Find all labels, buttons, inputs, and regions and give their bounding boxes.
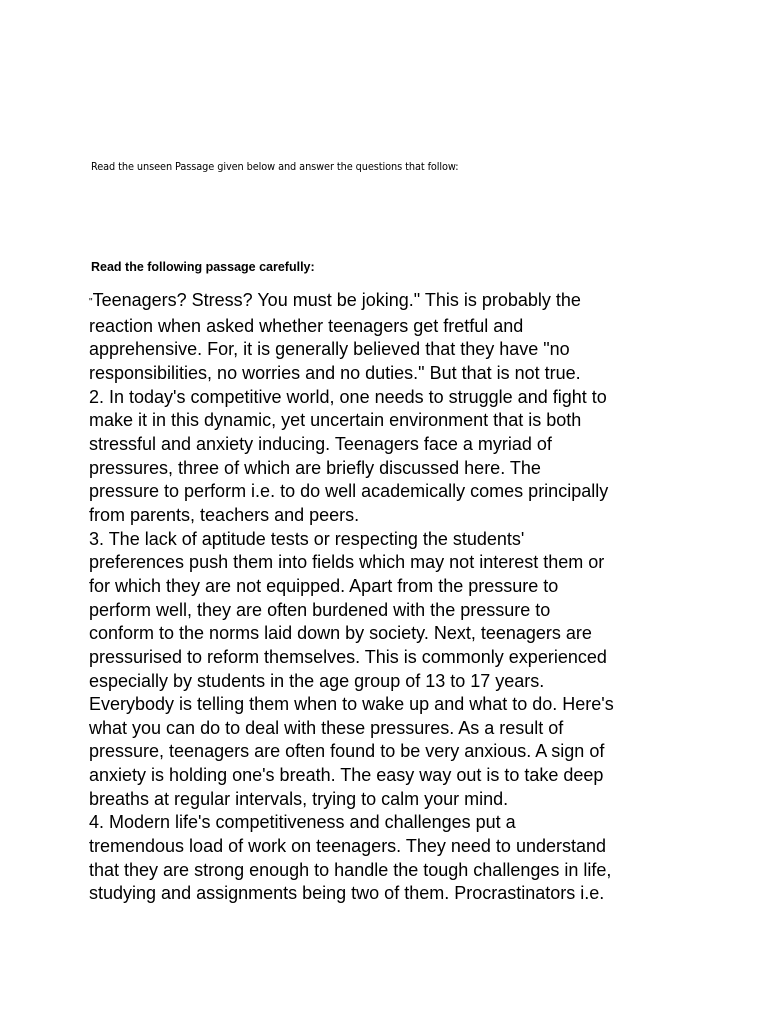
passage-line: that they are strong enough to handle the tough challenges in life, bbox=[89, 859, 612, 880]
passage-line: anxiety is holding one's breath. The easy way out is to take deep bbox=[89, 765, 604, 786]
passage-line: "Teenagers? Stress? You must be joking." This is probably the bbox=[89, 290, 581, 310]
instruction-text: Read the unseen Passage given below and answer the questions that follow: bbox=[91, 161, 459, 173]
passage-line: tremendous load of work on teenagers. They need to understand bbox=[89, 836, 607, 857]
passage-line: stressful and anxiety inducing. Teenagers face a myriad of bbox=[89, 433, 552, 454]
passage-line: breaths at regular intervals, trying to calm your mind. bbox=[89, 788, 509, 809]
passage-line: pressurised to reform themselves. This is commonly experienced bbox=[89, 646, 607, 667]
passage-line: pressures, three of which are briefly discussed here. The bbox=[89, 457, 541, 478]
passage-line: perform well, they are often burdened with the pressure to bbox=[89, 599, 551, 620]
opening-quote: " bbox=[89, 297, 93, 308]
passage-line: for which they are not equipped. Apart from the pressure to bbox=[89, 575, 559, 596]
passage-line: 3. The lack of aptitude tests or respecting the students' bbox=[89, 528, 525, 549]
passage-subheading: Read the following passage carefully: bbox=[91, 260, 315, 274]
passage-line: 2. In today's competitive world, one needs to struggle and fight to bbox=[89, 386, 607, 407]
passage-line: responsibilities, no worries and no duties." But that is not true. bbox=[89, 362, 581, 383]
passage-line: make it in this dynamic, yet uncertain environment that is both bbox=[89, 410, 582, 431]
passage-line: studying and assignments being two of them. Procrastinators i.e. bbox=[89, 883, 605, 904]
passage-body bbox=[89, 289, 679, 906]
passage-line: 4. Modern life's competitiveness and challenges put a bbox=[89, 812, 516, 833]
passage-line: Everybody is telling them when to wake up and what to do. Here's bbox=[89, 694, 614, 715]
passage-line: conform to the norms laid down by society. Next, teenagers are bbox=[89, 623, 592, 644]
passage-line: pressure, teenagers are often found to be very anxious. A sign of bbox=[89, 741, 605, 762]
passage-line: from parents, teachers and peers. bbox=[89, 504, 360, 525]
passage-line: especially by students in the age group of 13 to 17 years. bbox=[89, 670, 545, 691]
passage-line: reaction when asked whether teenagers get fretful and bbox=[89, 315, 524, 336]
passage-line: apprehensive. For, it is generally believed that they have "no bbox=[89, 339, 570, 360]
passage-line: preferences push them into fields which may not interest them or bbox=[89, 552, 605, 573]
passage-line: what you can do to deal with these pressures. As a result of bbox=[89, 717, 564, 738]
passage-line: pressure to perform i.e. to do well academically comes principally bbox=[89, 481, 609, 502]
